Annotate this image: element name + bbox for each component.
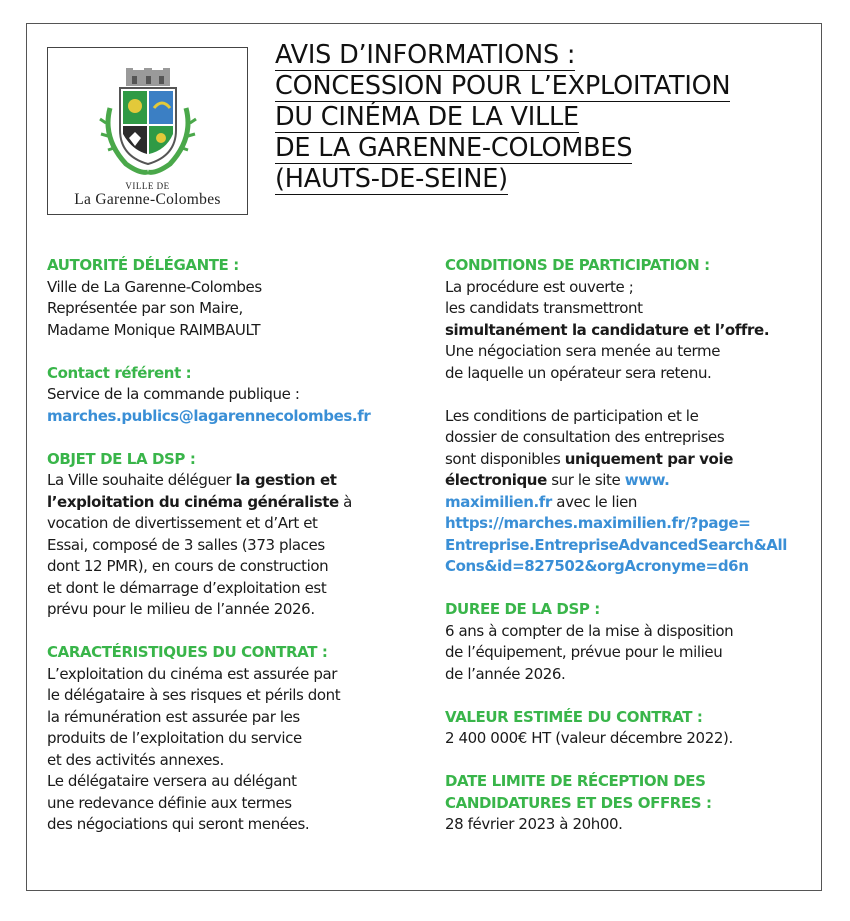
- section-heading: CARACTÉRISTIQUES DU CONTRAT :: [47, 643, 328, 661]
- section-heading: CANDIDATURES ET DES OFFRES :: [445, 793, 712, 812]
- text-line: [445, 492, 820, 514]
- text-line: [47, 492, 427, 514]
- consultation-url-link[interactable]: Entreprise.EntrepriseAdvancedSearch&All: [445, 535, 787, 554]
- text-line: de l’équipement, prévue pour le milieu: [445, 643, 723, 661]
- coat-of-arms-logo: [96, 68, 200, 178]
- text-line: et des activités annexes.: [47, 750, 224, 769]
- title-line: (HAUTS-DE-SEINE): [275, 164, 508, 194]
- website-link[interactable]: maximilien.fr: [445, 492, 552, 511]
- text-line: Le délégataire versera au délégant: [47, 772, 297, 790]
- text-line: de l’année 2026.: [445, 664, 566, 683]
- text-run: La Ville souhaite déléguer: [47, 471, 236, 489]
- section-caracteristiques: [47, 642, 427, 836]
- logo-city-name: La Garenne-Colombes: [74, 191, 221, 208]
- section-conditions-details: [445, 406, 820, 578]
- text-line: 6 ans à compter de la mise à disposition: [445, 621, 734, 640]
- section-contact: [47, 363, 427, 428]
- text-line: Service de la commande publique :: [47, 385, 300, 403]
- section-heading: OBJET DE LA DSP :: [47, 449, 196, 468]
- text-line: La procédure est ouverte ;: [445, 277, 634, 296]
- logo-box: [47, 47, 248, 215]
- title-line: DU CINÉMA DE LA VILLE: [275, 102, 579, 132]
- text-line: [445, 470, 820, 492]
- text-line: 2 400 000€ HT (valeur décembre 2022).: [445, 729, 733, 747]
- text-line: et dont le démarrage d’exploitation est: [47, 578, 327, 597]
- text-run: à: [338, 492, 352, 511]
- section-heading: Contact référent :: [47, 363, 192, 382]
- text-line: Représentée par son Maire,: [47, 299, 243, 317]
- text-line: Une négociation sera menée au terme: [445, 342, 721, 360]
- text-line: de laquelle un opérateur sera retenu.: [445, 363, 712, 382]
- text-line: simultanément la candidature et l’offre.: [445, 320, 770, 339]
- text-run: avec le lien: [551, 492, 638, 511]
- bold-text-run: électronique: [445, 471, 547, 489]
- text-line: dont 12 PMR), en cours de construction: [47, 557, 329, 575]
- section-heading: DATE LIMITE DE RÉCEPTION DES: [445, 772, 706, 790]
- section-date-limite: [445, 771, 820, 836]
- text-line: Ville de La Garenne-Colombes: [47, 277, 262, 296]
- text-line: Madame Monique RAIMBAULT: [47, 320, 261, 339]
- section-heading: CONDITIONS DE PARTICIPATION :: [445, 256, 710, 274]
- left-column: [47, 255, 427, 857]
- text-line: vocation de divertissement et d’Art et: [47, 514, 318, 532]
- title-line: CONCESSION POUR L’EXPLOITATION: [275, 71, 731, 101]
- logo-city-label: VILLE DE: [125, 181, 170, 191]
- consultation-url-link[interactable]: https://marches.maximilien.fr/?page=: [445, 514, 751, 532]
- text-line: une redevance définie aux termes: [47, 793, 292, 812]
- bold-text-run: l’exploitation du cinéma généraliste: [47, 492, 339, 511]
- section-valeur: [445, 707, 820, 750]
- text-line: [47, 470, 427, 492]
- notice-title: [275, 40, 730, 195]
- text-line: dossier de consultation des entreprises: [445, 428, 725, 446]
- text-line: des négociations qui seront menées.: [47, 815, 310, 833]
- text-line: le délégataire à ses risques et périls dont: [47, 686, 341, 704]
- text-line: Les conditions de participation et le: [445, 406, 699, 425]
- contact-email-link[interactable]: marches.publics@lagarennecolombes.fr: [47, 406, 371, 425]
- text-line: [445, 449, 820, 471]
- section-heading: VALEUR ESTIMÉE DU CONTRAT :: [445, 707, 703, 726]
- bold-text-run: uniquement par voie: [564, 449, 733, 468]
- text-line: produits de l’exploitation du service: [47, 729, 302, 747]
- website-link[interactable]: www.: [624, 471, 670, 489]
- text-line: prévu pour le milieu de l’année 2026.: [47, 600, 315, 618]
- text-line: la rémunération est assurée par les: [47, 707, 300, 726]
- text-line: les candidats transmettront: [445, 299, 643, 317]
- bold-text-run: la gestion et: [235, 471, 337, 489]
- text-line: Essai, composé de 3 salles (373 places: [47, 535, 325, 554]
- section-heading: DUREE DE LA DSP :: [445, 600, 600, 618]
- section-duree: [445, 599, 820, 685]
- section-objet: [47, 449, 427, 621]
- consultation-url-link[interactable]: Cons&id=827502&orgAcronyme=d6n: [445, 557, 749, 575]
- title-line: AVIS D’INFORMATIONS :: [275, 40, 576, 70]
- text-line: 28 février 2023 à 20h00.: [445, 815, 623, 833]
- text-run: sont disponibles: [445, 449, 565, 468]
- title-line: DE LA GARENNE-COLOMBES: [275, 133, 633, 163]
- right-column: [445, 255, 820, 857]
- text-line: L’exploitation du cinéma est assurée par: [47, 664, 338, 683]
- section-autorite: [47, 255, 427, 341]
- text-run: sur le site: [546, 471, 625, 489]
- section-heading: AUTORITÉ DÉLÉGANTE :: [47, 256, 239, 274]
- section-conditions: [445, 255, 820, 384]
